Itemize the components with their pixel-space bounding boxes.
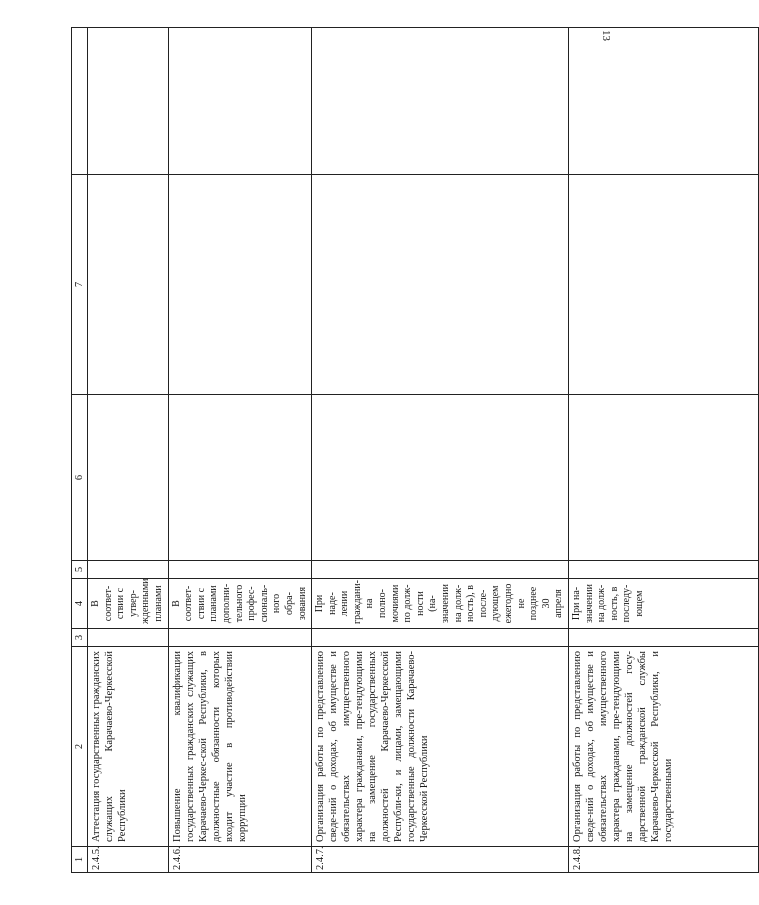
column-header-4: 4 [72,579,88,629]
column-header-5: 5 [72,561,88,579]
column-header-3: 3 [72,629,88,647]
cell-col3 [168,629,312,647]
measure-text: Организация работы по представлению сведе-ний о доходах, об имуществе и обязательствах имущественного характера гражданами, пре-тендующими на замещение должностей госу-дарственной гражданской службы Карачаево-Черкесской Республики, и государственными [568,647,758,847]
column-header-6: 6 [72,395,88,561]
column-header-7: 7 [72,175,88,395]
item-number: 2.4.8. [568,847,758,873]
deadline-text: При на-значении на долж-ность, в последу-ющем [568,579,758,629]
cell-col6 [312,395,569,561]
measure-text: Повышение квалификации государственных гражданских служащих Карачаево-Черкес-ской Республики, в должностные обязанности которых входит участие в противодействии коррупции [168,647,312,847]
table-row [168,28,312,873]
table-row [312,28,569,873]
cell-col6 [568,395,758,561]
cell-col5 [88,561,169,579]
cell-col3 [568,629,758,647]
deadline-text: В соответ-ствии с планами дополни-тельного профес-сиональ-ного обра-зования [168,579,312,629]
measure-text: Организация работы по представлению сведе-ний о доходах, об имуществе и обязательствах имущественного характера гражданами, пре-тендующими на замещение государственных должностей Карачаево-Черкесской Республи-ки, и лицами, замещающими государственные должности Карачаево-Черкесской Республики [312,647,569,847]
table-row [88,28,169,873]
cell-col6 [168,395,312,561]
document-page [71,28,674,873]
cell-col3 [88,629,169,647]
column-header-8 [72,28,88,175]
rotated-table-container [71,28,674,873]
item-number: 2.4.7. [312,847,569,873]
deadline-text: При наде-лении граждани-на полно-мочиями по долж-ности (на-значении на долж-ность), в после-дующем ежегодно не позднее 30 апреля [312,579,569,629]
cell-col6 [88,395,169,561]
table-row [568,28,758,873]
column-header-2: 2 [72,647,88,847]
cell-col5 [312,561,569,579]
plan-table [71,27,759,873]
page-number: 13 [600,30,612,41]
measure-text: Аттестация государственных гражданских служащих Карачаево-Черкесской Республики [88,647,169,847]
cell-col8 [88,28,169,175]
item-number: 2.4.5. [88,847,169,873]
cell-col3 [312,629,569,647]
header-row [72,28,88,873]
cell-col7 [168,175,312,395]
cell-col5 [568,561,758,579]
cell-col7 [88,175,169,395]
deadline-text: В соответ-ствии с утвер-жденными планами [88,579,169,629]
cell-col8 [168,28,312,175]
cell-col8 [568,28,758,175]
cell-col7 [312,175,569,395]
cell-col7 [568,175,758,395]
column-header-1: 1 [72,847,88,873]
cell-col5 [168,561,312,579]
cell-col8 [312,28,569,175]
item-number: 2.4.6. [168,847,312,873]
